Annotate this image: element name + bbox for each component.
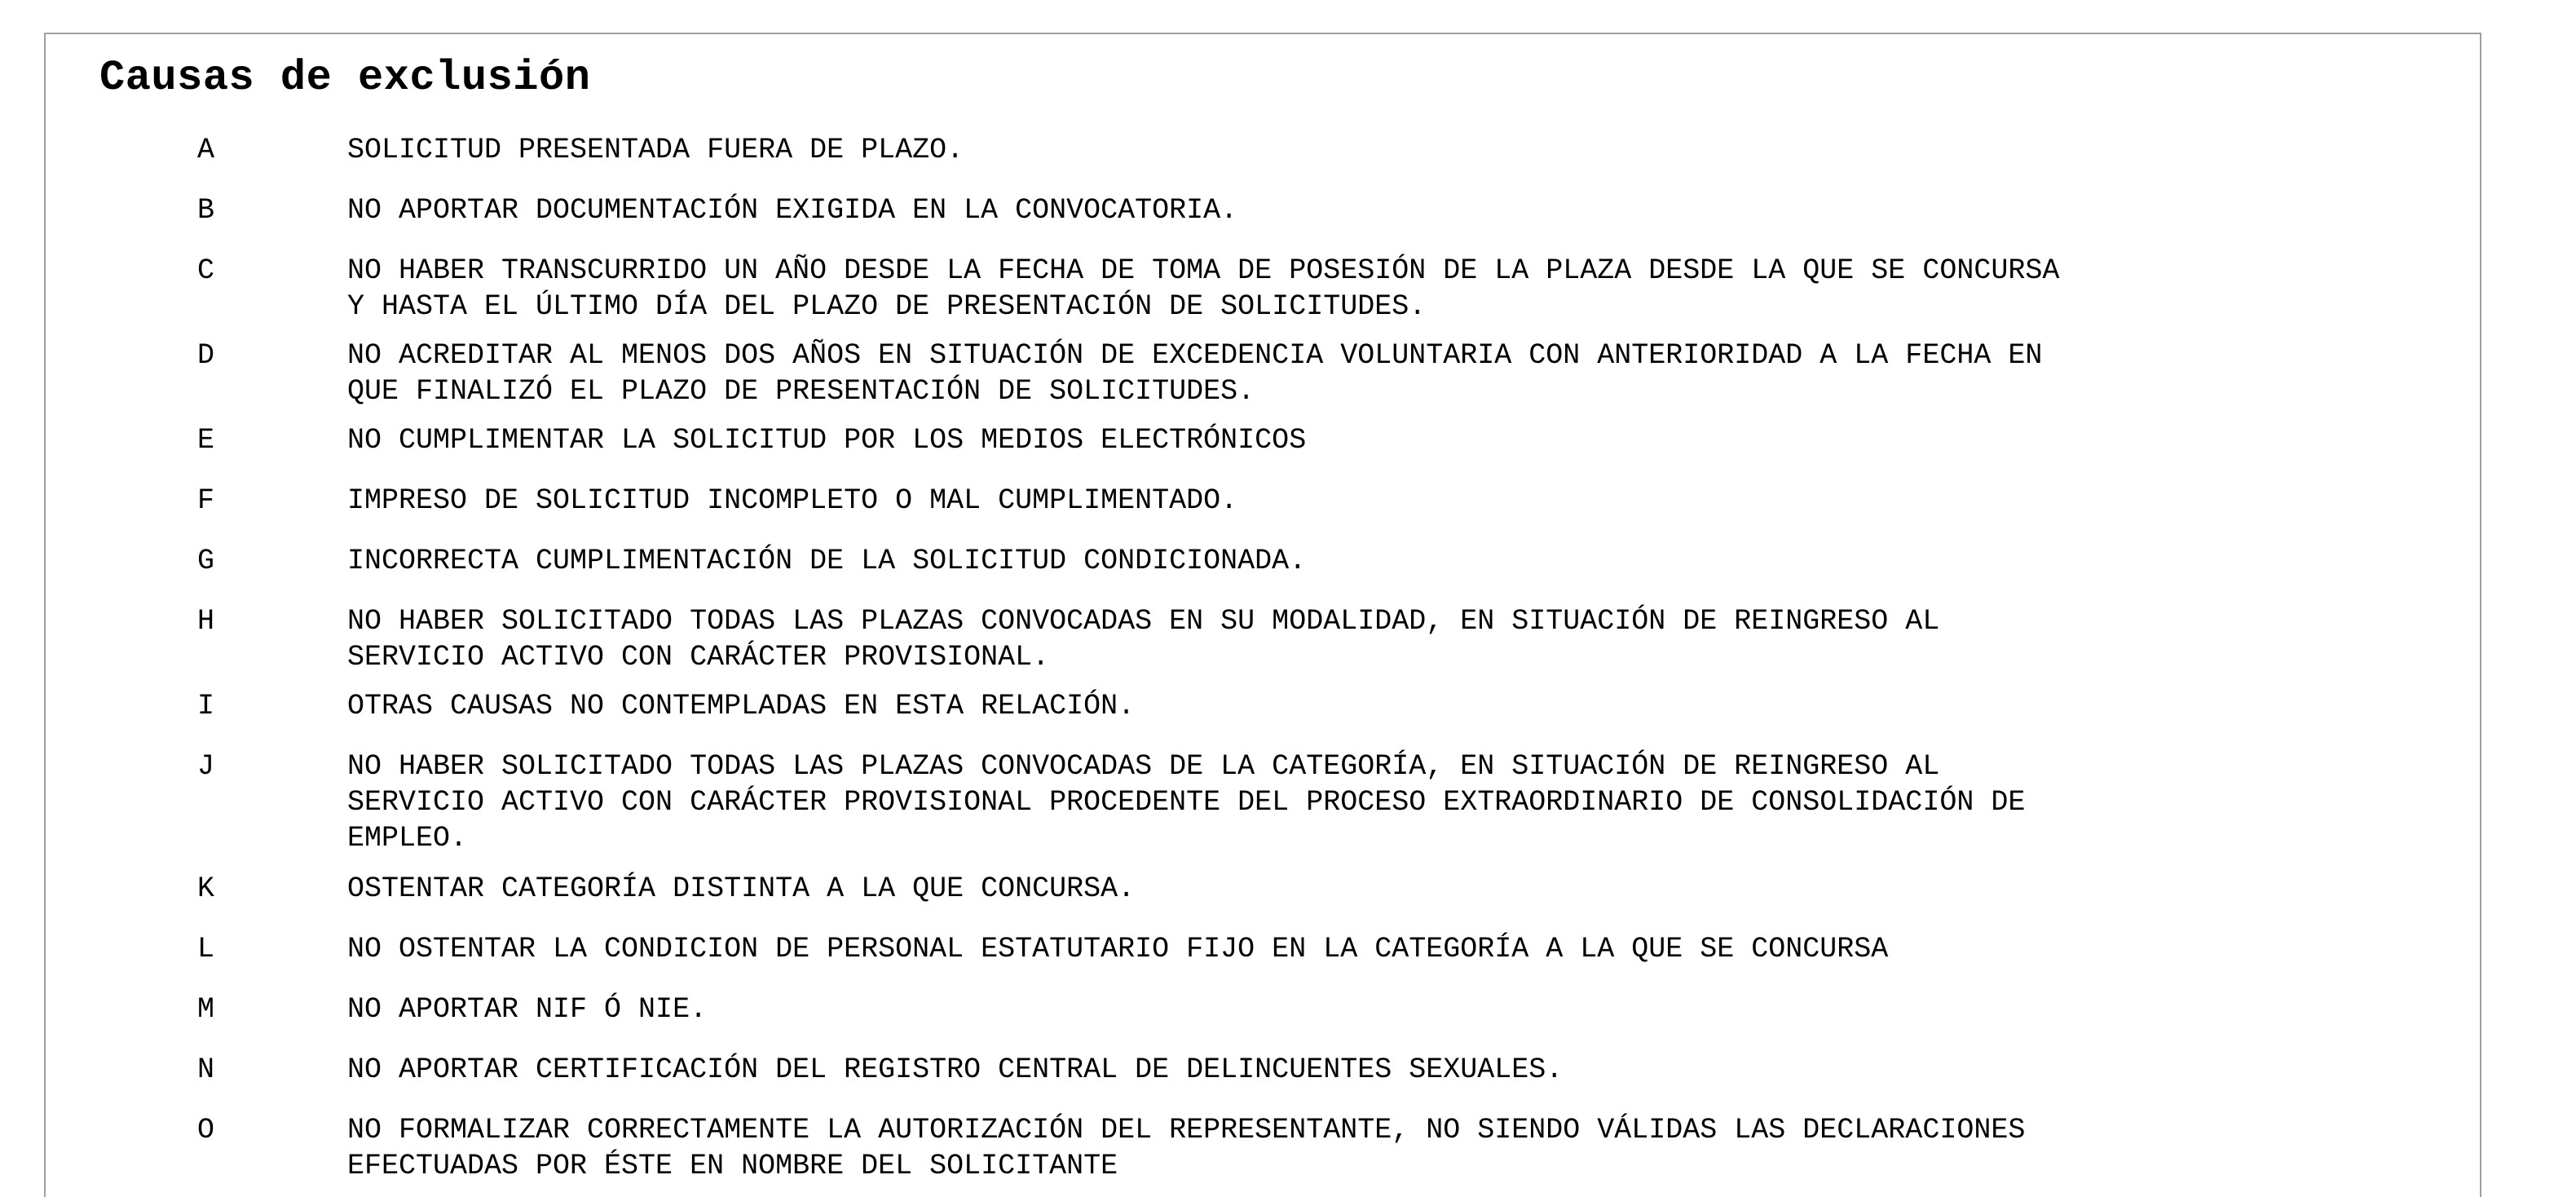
cause-code: C xyxy=(197,254,215,287)
cause-code: K xyxy=(197,872,215,905)
cause-code: G xyxy=(197,545,215,577)
cause-description: NO OSTENTAR LA CONDICION DE PERSONAL ESTATUTARIO FIJO EN LA CATEGORÍA A LA QUE SE CONCURSA xyxy=(347,933,1889,965)
cause-description: OSTENTAR CATEGORÍA DISTINTA A LA QUE CONCURSA. xyxy=(347,872,1136,905)
cause-description: NO HABER SOLICITADO TODAS LAS PLAZAS CONVOCADAS DE LA CATEGORÍA, EN SITUACIÓN DE REINGRESO AL SERVICIO ACTIVO CON CARÁCTER PROVISIONAL PROCEDENTE DEL PROCESO EXTRAORDINARIO DE CONSOLIDACIÓN DE EMPLEO. xyxy=(347,750,2026,855)
cause-code: M xyxy=(197,993,215,1026)
cause-description: SOLICITUD PRESENTADA FUERA DE PLAZO. xyxy=(347,134,964,166)
cause-code: D xyxy=(197,339,215,372)
cause-description: OTRAS CAUSAS NO CONTEMPLADAS EN ESTA RELACIÓN. xyxy=(347,690,1136,722)
cause-code: J xyxy=(197,750,215,783)
cause-code: L xyxy=(197,933,215,965)
page-title: Causas de exclusión xyxy=(99,54,591,102)
cause-code: I xyxy=(197,690,215,722)
cause-code: F xyxy=(197,484,215,517)
cause-description: NO ACREDITAR AL MENOS DOS AÑOS EN SITUACIÓN DE EXCEDENCIA VOLUNTARIA CON ANTERIORIDAD A LA FECHA EN QUE FINALIZÓ EL PLAZO DE PRESENTACIÓN DE SOLICITUDES. xyxy=(347,339,2043,408)
cause-code: E xyxy=(197,424,215,457)
cause-code: B xyxy=(197,194,215,227)
cause-description: NO FORMALIZAR CORRECTAMENTE LA AUTORIZACIÓN DEL REPRESENTANTE, NO SIENDO VÁLIDAS LAS DECLARACIONES EFECTUADAS POR ÉSTE EN NOMBRE DEL SOLICITANTE xyxy=(347,1114,2026,1182)
cause-description: NO APORTAR DOCUMENTACIÓN EXIGIDA EN LA CONVOCATORIA. xyxy=(347,194,1238,227)
cause-code: A xyxy=(197,134,215,166)
cause-description: NO APORTAR CERTIFICACIÓN DEL REGISTRO CENTRAL DE DELINCUENTES SEXUALES. xyxy=(347,1053,1564,1086)
cause-code: N xyxy=(197,1053,215,1086)
cause-description: NO HABER SOLICITADO TODAS LAS PLAZAS CONVOCADAS EN SU MODALIDAD, EN SITUACIÓN DE REINGRESO AL SERVICIO ACTIVO CON CARÁCTER PROVISIONAL. xyxy=(347,605,1940,674)
cause-code: H xyxy=(197,605,215,638)
cause-description: IMPRESO DE SOLICITUD INCOMPLETO O MAL CUMPLIMENTADO. xyxy=(347,484,1238,517)
cause-description: NO APORTAR NIF Ó NIE. xyxy=(347,993,708,1026)
cause-description: NO HABER TRANSCURRIDO UN AÑO DESDE LA FECHA DE TOMA DE POSESIÓN DE LA PLAZA DESDE LA QUE SE CONCURSA Y HASTA EL ÚLTIMO DÍA DEL PLAZO DE PRESENTACIÓN DE SOLICITUDES. xyxy=(347,254,2060,323)
cause-description: NO CUMPLIMENTAR LA SOLICITUD POR LOS MEDIOS ELECTRÓNICOS xyxy=(347,424,1307,457)
cause-description: INCORRECTA CUMPLIMENTACIÓN DE LA SOLICITUD CONDICIONADA. xyxy=(347,545,1307,577)
cause-code: O xyxy=(197,1114,215,1146)
